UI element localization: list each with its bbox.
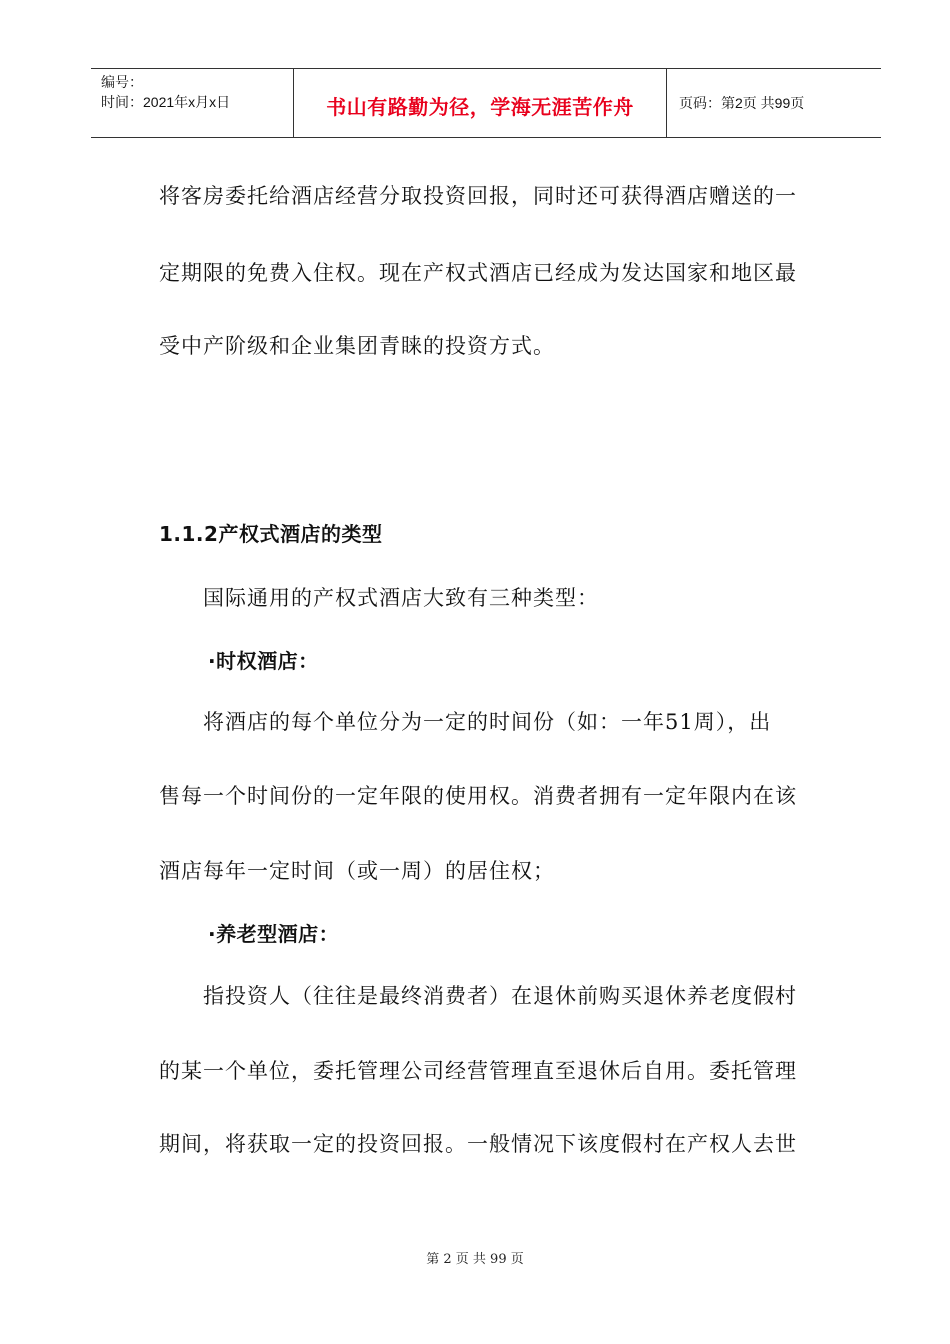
page-footer: 第 2 页 共 99 页 [426, 1252, 524, 1267]
page-header [91, 68, 881, 138]
paragraph-line: 定期限的免费入住权。现在产权式酒店已经成为发达国家和地区最 [159, 261, 797, 285]
header-motto: 书山有路勤为径，学海无涯苦作舟 [326, 95, 634, 119]
paragraph-line: 将酒店的每个单位分为一定的时间份（如：一年51周），出 [203, 710, 772, 734]
paragraph-line: 将客房委托给酒店经营分取投资回报，同时还可获得酒店赠送的一 [159, 184, 797, 208]
header-motto-cell [293, 69, 667, 137]
list-item-heading: ·时权酒店： [208, 649, 319, 673]
list-item-heading: ·养老型酒店： [208, 922, 340, 946]
section-heading: 1.1.2产权式酒店的类型 [159, 522, 383, 546]
paragraph-line: 国际通用的产权式酒店大致有三种类型： [203, 586, 599, 610]
paragraph-line: 酒店每年一定时间（或一周）的居住权； [159, 859, 555, 883]
header-page-cell [667, 69, 881, 137]
paragraph-line: 售每一个时间份的一定年限的使用权。消费者拥有一定年限内在该 [159, 784, 797, 808]
header-meta-cell [91, 69, 293, 137]
date-label: 时间：2021年x月x日 [101, 94, 231, 110]
serial-label: 编号： [101, 74, 143, 90]
paragraph-line: 受中产阶级和企业集团青睐的投资方式。 [159, 334, 555, 358]
paragraph-line: 指投资人（往往是最终消费者）在退休前购买退休养老度假村 [203, 984, 797, 1008]
paragraph-line: 的某一个单位，委托管理公司经营管理直至退休后自用。委托管理 [159, 1059, 797, 1083]
header-page-info: 页码：第2页 共99页 [679, 95, 805, 111]
paragraph-line: 期间，将获取一定的投资回报。一般情况下该度假村在产权人去世 [159, 1132, 797, 1156]
